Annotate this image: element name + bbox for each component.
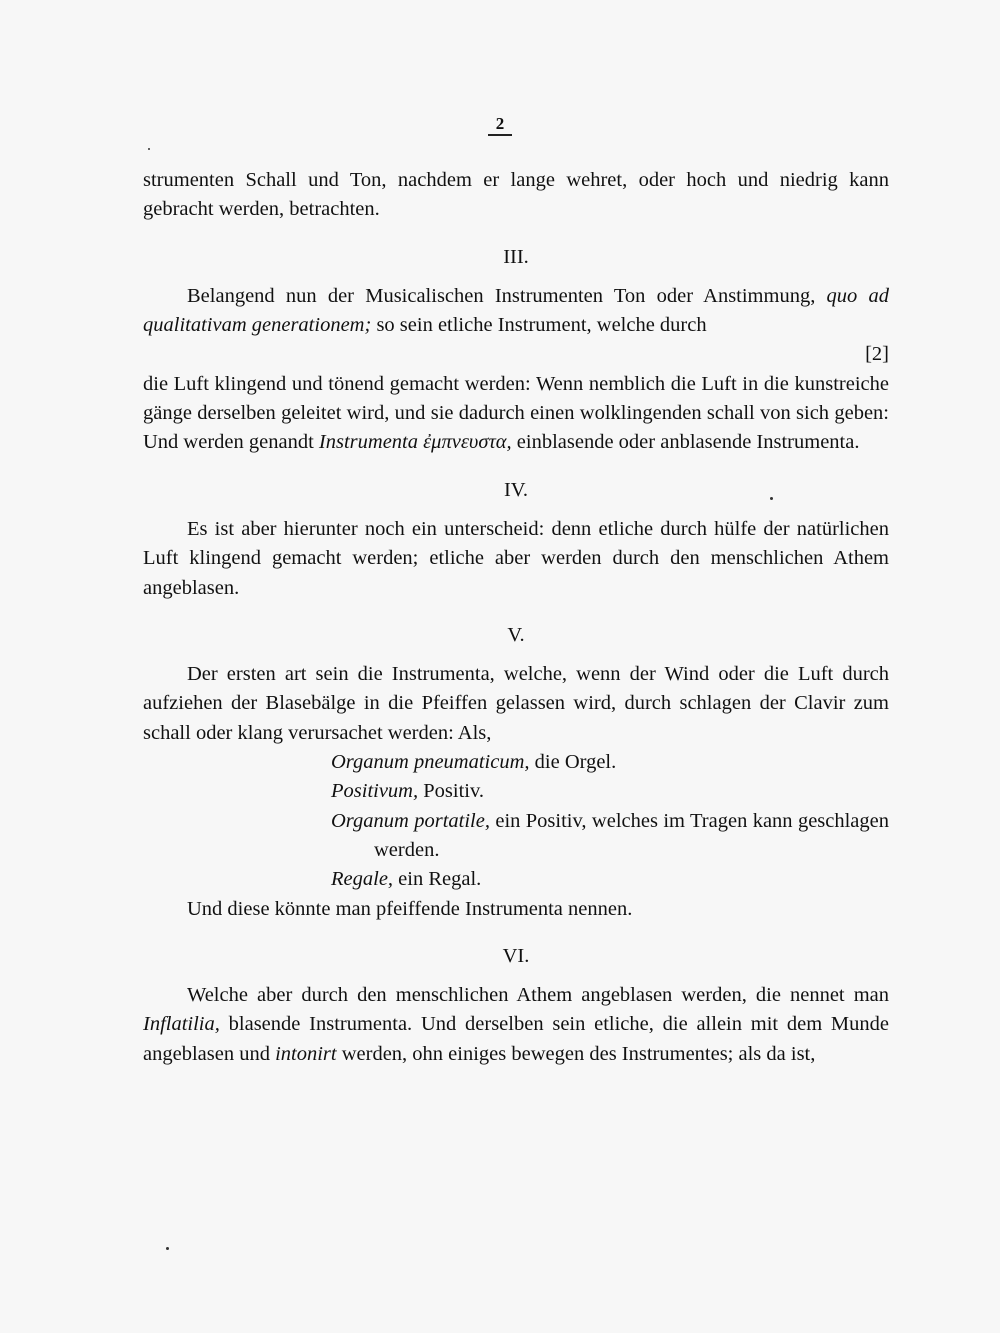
section-3-paragraph-continued: die Luft klingend und tönend gemacht werden: Wenn nemblich die Luft in die kunstreiche gänge derselben geleitet wird, und sie dadurch einen wolklingenden schall von sich geben: Und werden genandt Instrumenta ἐμπνευστα, einblasende oder anblasende Instrumenta. (143, 372, 889, 454)
instrument-entry: Positivum, Positiv. (331, 780, 485, 803)
instrument-entry: Regale, ein Regal. (331, 868, 482, 891)
section-6-paragraph: Welche aber durch den menschlichen Athem angeblasen werden, die nennet man Inflatilia, blasende Instrumenta. Und derselben sein etliche, die allein mit dem Munde angeblasen und intonirt werden, ohn einiges bewegen des Instrumentes; als da ist, (143, 984, 890, 1065)
page-header (0, 114, 1000, 136)
instrument-entry: Organum pneumaticum, die Orgel. (331, 751, 617, 774)
page-marker: [2] (865, 343, 889, 366)
section-3-paragraph: Belangend nun der Musicalischen Instrumenten Ton oder Anstimmung, quo ad qualitativam generationem; so sein etliche Instrument, welche durch (143, 284, 890, 337)
section-number-3: III. (503, 245, 529, 268)
section-5-paragraph: Der ersten art sein die Instrumenta, welche, wenn der Wind oder die Luft durch aufziehen der Blasebälge in die Pfeiffen gelassen wird, durch schlagen der Clavir zum schall oder klang verursachet werden: Als, (143, 663, 889, 744)
latin-phrase: Instrumenta ἐμπνευστα, (318, 431, 512, 454)
paragraph-continuation: strumenten Schall und Ton, nachdem er lange wehret, oder hoch und niedrig kann gebracht werden, betrachten. (143, 169, 889, 221)
instrument-entry: Organum portatile, ein Positiv, welches im Tragen kann geschlagen werden. (331, 809, 890, 861)
scan-speck (166, 1247, 169, 1250)
page-number: 2 (488, 114, 513, 136)
latin-phrase: quo ad qualitativam generationem; (143, 284, 890, 337)
body-text (143, 166, 889, 1069)
section-number-4: IV. (503, 478, 529, 501)
section-number-5: V. (507, 623, 525, 646)
section-5-closing: Und diese könnte man pfeiffende Instrumenta nennen. (187, 897, 633, 920)
scan-speck (148, 148, 150, 150)
section-4-paragraph: Es ist aber hierunter noch ein unterscheid: denn etliche durch hülfe der natürlichen Luft klingend gemacht werden; etliche aber werden durch den menschlichen Athem angeblasen. (143, 517, 889, 599)
latin-phrase: intonirt (275, 1042, 337, 1065)
scan-speck (770, 497, 773, 500)
section-number-6: VI. (502, 944, 530, 967)
latin-phrase: Inflatilia, (143, 1013, 220, 1036)
